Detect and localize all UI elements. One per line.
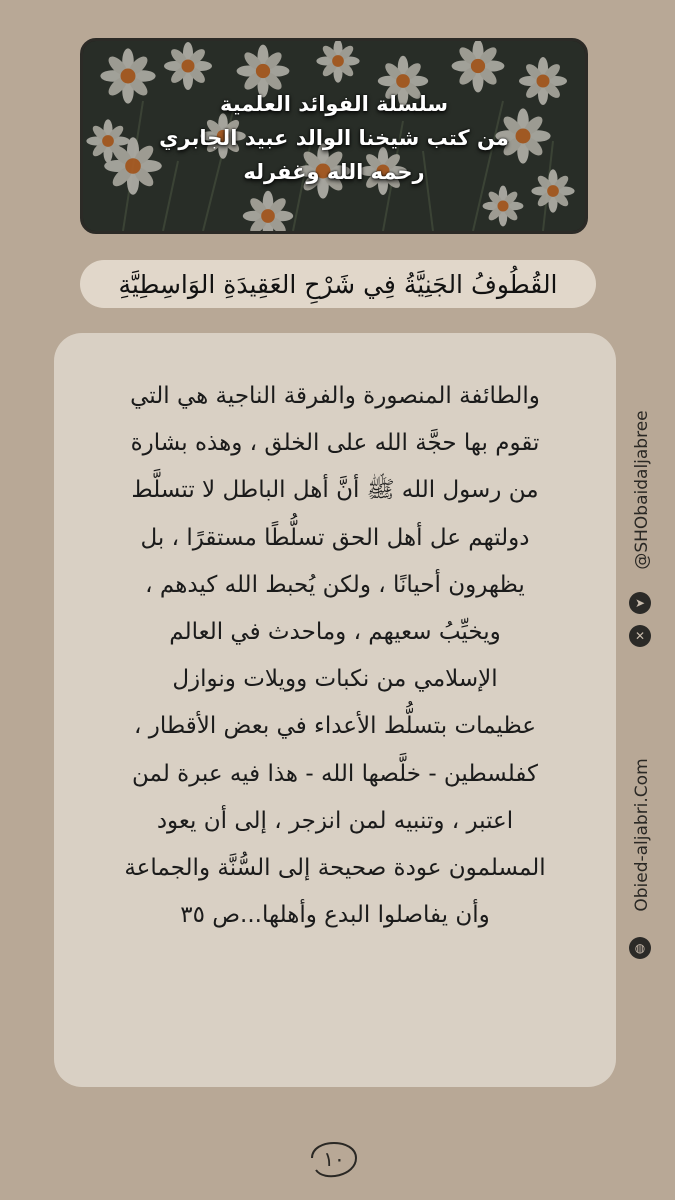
banner-books-line: من كتب شيخنا الوالد عبيد الجابري — [159, 126, 509, 150]
page-number-badge — [304, 1130, 364, 1186]
body-line: اعتبر ، وتنبيه لمن انزجر ، إلى أن يعود — [156, 807, 514, 834]
book-title-pill — [80, 260, 596, 308]
x-twitter-icon[interactable]: ✕ — [629, 625, 651, 647]
telegram-icon[interactable]: ➤ — [629, 592, 651, 614]
body-text — [84, 373, 586, 939]
header-banner — [80, 38, 588, 234]
globe-icon[interactable]: ◍ — [629, 937, 651, 959]
body-line: عظيمات بتسلُّط الأعداء في بعض الأقطار ، — [134, 713, 536, 740]
page-number: ١٠ — [323, 1147, 345, 1171]
body-line: الإسلامي من نكبات وويلات ونوازل — [172, 666, 498, 693]
book-title: القُطُوفُ الجَنِيَّةُ فِي شَرْحِ العَقِيدَةِ الوَاسِطِيَّةِ — [118, 269, 558, 299]
body-line: تقوم بها حجَّة الله على الخلق ، وهذه بشارة — [130, 430, 540, 457]
body-line: ويخيِّبُ سعيهم ، وماحدث في العالم — [169, 619, 501, 646]
text-card — [54, 333, 616, 1087]
banner-prayer-line: رحمه الله وغفرله — [243, 160, 425, 184]
side-contact-bar — [612, 300, 672, 980]
body-line: والطائفة المنصورة والفرقة الناجية هي التي — [130, 383, 540, 409]
social-handle[interactable]: @SHObaidaljabree — [632, 410, 652, 570]
body-line: وأن يفاصلوا البدع وأهلها...ص ٣٥ — [180, 902, 490, 929]
body-line: يظهرون أحيانًا ، ولكن يُحبط الله كيدهم ، — [145, 571, 525, 598]
website-link[interactable]: Obied-aljabri.Com — [632, 758, 652, 912]
body-line: دولتهم عل أهل الحق تسلُّطًا مستقرًا ، بل — [140, 524, 530, 551]
banner-series-title: سلسلة الفوائد العلمية — [220, 92, 448, 116]
body-line: كفلسطين - خلَّصها الله - هذا فيه عبرة لمن — [132, 760, 538, 787]
body-line: من رسول الله ﷺ أنَّ أهل الباطل لا تتسلَّط — [131, 477, 539, 504]
body-line: المسلمون عودة صحيحة إلى السُّنَّة والجماعة — [124, 855, 546, 882]
